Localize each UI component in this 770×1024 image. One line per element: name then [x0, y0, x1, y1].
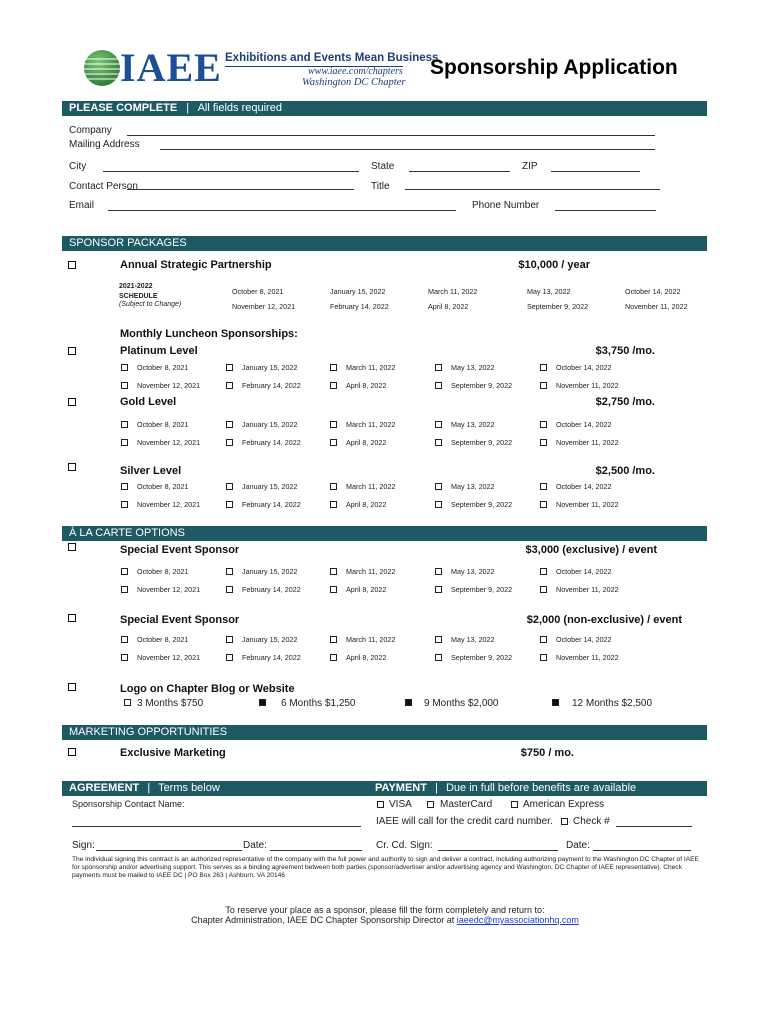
silver-date-label: November 11, 2022	[556, 500, 619, 509]
platinum-date-checkbox[interactable]	[226, 382, 233, 389]
logo-3mo-checkbox[interactable]	[124, 699, 131, 706]
silver-date-label: April 8, 2022	[346, 500, 387, 509]
silver-date-checkbox[interactable]	[540, 483, 547, 490]
gold-checkbox[interactable]	[68, 398, 76, 406]
platinum-date-checkbox[interactable]	[540, 382, 547, 389]
sign-field[interactable]	[96, 850, 242, 851]
agreement-bar-sep: |	[147, 782, 151, 794]
alacarte-bar: À LA CARTE OPTIONS	[62, 526, 707, 541]
platinum-date-label: October 8, 2021	[137, 363, 189, 372]
state-label: State	[371, 161, 395, 172]
cc-date-field[interactable]	[593, 850, 691, 851]
special2-date-label: January 15, 2022	[242, 635, 298, 644]
platinum-date-checkbox[interactable]	[226, 364, 233, 371]
payment-bar-note: Due in full before benefits are available	[445, 782, 637, 794]
annual-date: October 8, 2021	[232, 287, 284, 296]
cc-sign-label: Cr. Cd. Sign:	[376, 840, 433, 851]
annual-date: April 8, 2022	[428, 302, 469, 311]
logo-9mo-checkbox[interactable]	[405, 699, 412, 706]
silver-date-label: November 12, 2021	[137, 500, 201, 509]
silver-date-label: May 13, 2022	[451, 482, 495, 491]
special1-price: $3,000 (exclusive) / event	[525, 544, 657, 556]
contact-person-field[interactable]	[127, 189, 354, 190]
special1-date-checkbox[interactable]	[121, 568, 128, 575]
logo-3mo-label: 3 Months $750	[137, 698, 204, 709]
platinum-date-label: November 12, 2021	[137, 381, 201, 390]
silver-date-checkbox[interactable]	[226, 483, 233, 490]
platinum-date-label: January 15, 2022	[242, 363, 298, 372]
silver-date-checkbox[interactable]	[330, 483, 337, 490]
payment-bar	[375, 781, 636, 796]
special1-date-checkbox[interactable]	[330, 568, 337, 575]
special1-date-label: March 11, 2022	[346, 567, 396, 576]
platinum-date-checkbox[interactable]	[435, 364, 442, 371]
city-label: City	[69, 161, 87, 172]
sign-date-label: Date:	[243, 840, 267, 851]
visa-label: VISA	[389, 799, 412, 810]
gold-date-checkbox[interactable]	[226, 421, 233, 428]
annual-date: September 9, 2022	[527, 302, 589, 311]
mastercard-checkbox[interactable]	[427, 801, 434, 808]
gold-date-label: January 15, 2022	[242, 420, 298, 429]
email-field[interactable]	[108, 210, 456, 211]
special1-date-label: May 13, 2022	[451, 567, 495, 576]
schedule-year: 2021-2022	[119, 283, 153, 290]
platinum-date-checkbox[interactable]	[330, 364, 337, 371]
exclusive-checkbox[interactable]	[68, 748, 76, 756]
contact-name-field[interactable]	[72, 826, 361, 827]
special1-date-checkbox[interactable]	[226, 568, 233, 575]
logo-tagline: Exhibitions and Events Mean Business	[225, 52, 439, 64]
gold-date-checkbox[interactable]	[226, 439, 233, 446]
check-field[interactable]	[616, 826, 692, 827]
schedule-word: SCHEDULE	[119, 293, 158, 300]
contact-person-label: Contact Person	[69, 181, 138, 192]
special2-date-checkbox[interactable]	[121, 654, 128, 661]
silver-date-checkbox[interactable]	[121, 501, 128, 508]
logo-9mo-label: 9 Months $2,000	[424, 698, 499, 709]
logo-6mo-checkbox[interactable]	[259, 699, 266, 706]
globe-icon	[80, 48, 124, 88]
platinum-date-checkbox[interactable]	[121, 364, 128, 371]
annual-date: March 11, 2022	[428, 287, 478, 296]
sign-label: Sign:	[72, 840, 95, 851]
special1-date-label: November 11, 2022	[556, 585, 619, 594]
logo-6mo-label: 6 Months $1,250	[281, 698, 356, 709]
exclusive-label: Exclusive Marketing	[120, 747, 226, 759]
special1-date-label: February 14, 2022	[242, 585, 301, 594]
special1-date-label: October 8, 2021	[137, 567, 189, 576]
gold-date-label: October 8, 2021	[137, 420, 189, 429]
footer-line2-text: Chapter Administration, IAEE DC Chapter Sponsorship Director at	[191, 915, 455, 925]
gold-label: Gold Level	[120, 396, 177, 408]
special1-date-checkbox[interactable]	[435, 586, 442, 593]
platinum-date-label: April 8, 2022	[346, 381, 387, 390]
footer-line2	[0, 915, 770, 925]
special2-date-label: February 14, 2022	[242, 653, 301, 662]
gold-date-label: March 11, 2022	[346, 420, 396, 429]
logo-12mo-label: 12 Months $2,500	[572, 698, 653, 709]
annual-date: November 12, 2021	[232, 302, 296, 311]
platinum-checkbox[interactable]	[68, 347, 76, 355]
platinum-date-checkbox[interactable]	[330, 382, 337, 389]
special2-date-label: November 12, 2021	[137, 653, 201, 662]
complete-bar-title: PLEASE COMPLETE	[69, 102, 178, 114]
special2-date-checkbox[interactable]	[226, 654, 233, 661]
gold-date-checkbox[interactable]	[435, 421, 442, 428]
amex-checkbox[interactable]	[511, 801, 518, 808]
special1-date-checkbox[interactable]	[540, 586, 547, 593]
complete-bar-note: All fields required	[197, 102, 282, 114]
gold-date-checkbox[interactable]	[121, 439, 128, 446]
special1-date-label: January 15, 2022	[242, 567, 298, 576]
annual-checkbox[interactable]	[68, 261, 76, 269]
platinum-label: Platinum Level	[120, 345, 198, 357]
special2-date-checkbox[interactable]	[435, 636, 442, 643]
gold-date-checkbox[interactable]	[330, 439, 337, 446]
special2-date-checkbox[interactable]	[540, 654, 547, 661]
silver-date-label: February 14, 2022	[242, 500, 301, 509]
special2-date-label: April 8, 2022	[346, 653, 387, 662]
logo-url: www.iaee.com/chapters	[308, 66, 403, 77]
special1-date-checkbox[interactable]	[330, 586, 337, 593]
page-title: Sponsorship Application	[430, 56, 678, 79]
silver-date-checkbox[interactable]	[435, 483, 442, 490]
special1-date-label: April 8, 2022	[346, 585, 387, 594]
complete-bar-sep: |	[186, 102, 190, 114]
special1-date-label: September 9, 2022	[451, 585, 513, 594]
exclusive-price: $750 / mo.	[520, 747, 574, 759]
special2-date-label: September 9, 2022	[451, 653, 513, 662]
cc-sign-field[interactable]	[438, 850, 558, 851]
check-checkbox[interactable]	[561, 818, 568, 825]
special2-date-checkbox[interactable]	[540, 636, 547, 643]
special2-price: $2,000 (non-exclusive) / event	[526, 614, 682, 626]
visa-checkbox[interactable]	[377, 801, 384, 808]
schedule-note: (Subject to Change)	[119, 301, 182, 308]
special2-date-checkbox[interactable]	[226, 636, 233, 643]
gold-date-checkbox[interactable]	[121, 421, 128, 428]
state-field[interactable]	[409, 171, 510, 172]
gold-date-checkbox[interactable]	[435, 439, 442, 446]
special2-label: Special Event Sponsor	[120, 614, 240, 626]
platinum-date-label: November 11, 2022	[556, 381, 619, 390]
footer-line1: To reserve your place as a sponsor, please fill the form completely and return to:	[225, 905, 545, 915]
silver-date-label: September 9, 2022	[451, 500, 513, 509]
logo-blog-checkbox[interactable]	[68, 683, 76, 691]
platinum-date-label: February 14, 2022	[242, 381, 301, 390]
sponsor-packages-bar: SPONSOR PACKAGES	[62, 236, 707, 251]
annual-date: January 15, 2022	[330, 287, 386, 296]
platinum-date-checkbox[interactable]	[435, 382, 442, 389]
iaee-logo	[80, 45, 439, 90]
special1-date-checkbox[interactable]	[435, 568, 442, 575]
agreement-bar	[62, 781, 707, 796]
special2-date-label: October 8, 2021	[137, 635, 189, 644]
special2-date-checkbox[interactable]	[330, 636, 337, 643]
annual-date: November 11, 2022	[625, 302, 688, 311]
special1-date-label: November 12, 2021	[137, 585, 201, 594]
annual-date: May 13, 2022	[527, 287, 571, 296]
special2-date-label: March 11, 2022	[346, 635, 396, 644]
cc-date-label: Date:	[566, 840, 590, 851]
title-label: Title	[371, 181, 390, 192]
special2-checkbox[interactable]	[68, 614, 76, 622]
logo-blog-label: Logo on Chapter Blog or Website	[120, 683, 295, 695]
mastercard-label: MasterCard	[440, 799, 493, 810]
special2-date-label: November 11, 2022	[556, 653, 619, 662]
silver-date-label: October 8, 2021	[137, 482, 189, 491]
silver-date-checkbox[interactable]	[226, 501, 233, 508]
special1-date-checkbox[interactable]	[226, 586, 233, 593]
agreement-bar-note: Terms below	[158, 782, 220, 794]
logo-12mo-checkbox[interactable]	[552, 699, 559, 706]
platinum-date-checkbox[interactable]	[121, 382, 128, 389]
complete-bar	[62, 101, 707, 116]
silver-date-checkbox[interactable]	[540, 501, 547, 508]
annual-date: October 14, 2022	[625, 287, 681, 296]
call-note: IAEE will call for the credit card number.	[376, 816, 553, 827]
silver-price: $2,500 /mo.	[595, 465, 655, 477]
platinum-price: $3,750 /mo.	[595, 345, 655, 357]
marketing-bar: MARKETING OPPORTUNITIES	[62, 725, 707, 740]
platinum-date-label: March 11, 2022	[346, 363, 396, 372]
phone-label: Phone Number	[472, 200, 540, 211]
silver-checkbox[interactable]	[68, 463, 76, 471]
special1-date-checkbox[interactable]	[121, 586, 128, 593]
special1-date-label: October 14, 2022	[556, 567, 612, 576]
annual-price: $10,000 / year	[518, 259, 590, 271]
gold-price: $2,750 /mo.	[595, 396, 655, 408]
payment-bar-sep: |	[435, 782, 438, 794]
zip-field[interactable]	[551, 171, 640, 172]
silver-date-label: January 15, 2022	[242, 482, 298, 491]
agreement-bar-title: AGREEMENT	[69, 782, 140, 794]
footer-email-link[interactable]: iaeedc@myassociationhq.com	[456, 915, 579, 925]
special2-date-checkbox[interactable]	[330, 654, 337, 661]
special2-date-checkbox[interactable]	[435, 654, 442, 661]
city-field[interactable]	[103, 171, 359, 172]
annual-date: February 14, 2022	[330, 302, 389, 311]
special1-label: Special Event Sponsor	[120, 544, 240, 556]
luncheon-heading: Monthly Luncheon Sponsorships:	[120, 328, 298, 340]
mailing-label: Mailing Address	[69, 139, 140, 150]
silver-date-label: October 14, 2022	[556, 482, 612, 491]
company-label: Company	[69, 125, 112, 136]
phone-field[interactable]	[555, 210, 656, 211]
amex-label: American Express	[523, 799, 605, 810]
platinum-date-label: May 13, 2022	[451, 363, 495, 372]
gold-date-label: November 12, 2021	[137, 438, 201, 447]
special2-date-label: October 14, 2022	[556, 635, 612, 644]
sign-date-field[interactable]	[270, 850, 362, 851]
contact-name-label: Sponsorship Contact Name:	[72, 799, 185, 809]
email-label: Email	[69, 200, 95, 211]
silver-date-checkbox[interactable]	[330, 501, 337, 508]
platinum-date-checkbox[interactable]	[540, 364, 547, 371]
payment-bar-title: PAYMENT	[375, 782, 427, 794]
gold-date-label: February 14, 2022	[242, 438, 301, 447]
silver-date-checkbox[interactable]	[121, 483, 128, 490]
platinum-date-label: October 14, 2022	[556, 363, 612, 372]
terms-text: The individual signing this contract is an authorized representative of the company with the full power and authority to sign and deliver a contract, including authorizing payment to the Washington DC Chapter of IAEE for sponsorship and/or advertising support. This serves as a binding agreement between both parties (sponsor/advertiser and/or advertising agency and Washington, DC Chapter of IAEE representative). Check payments must be mailed to IAEE DC | PO Box 263 | Ashburn, VA 20146	[72, 856, 699, 879]
silver-label: Silver Level	[120, 465, 182, 477]
gold-date-checkbox[interactable]	[540, 439, 547, 446]
silver-date-label: March 11, 2022	[346, 482, 396, 491]
logo-chapter: Washington DC Chapter	[302, 77, 406, 88]
gold-date-label: November 11, 2022	[556, 438, 619, 447]
mailing-field[interactable]	[160, 149, 655, 150]
check-label: Check #	[573, 816, 610, 827]
gold-date-label: October 14, 2022	[556, 420, 612, 429]
logo-wordmark: IAEE	[120, 45, 222, 90]
special2-date-label: May 13, 2022	[451, 635, 495, 644]
gold-date-label: September 9, 2022	[451, 438, 513, 447]
gold-date-checkbox[interactable]	[540, 421, 547, 428]
special1-date-checkbox[interactable]	[540, 568, 547, 575]
special1-checkbox[interactable]	[68, 543, 76, 551]
gold-date-label: April 8, 2022	[346, 438, 387, 447]
silver-date-checkbox[interactable]	[435, 501, 442, 508]
company-field[interactable]	[127, 135, 655, 136]
title-field[interactable]	[405, 189, 660, 190]
platinum-date-label: September 9, 2022	[451, 381, 513, 390]
special2-date-checkbox[interactable]	[121, 636, 128, 643]
zip-label: ZIP	[522, 161, 538, 172]
gold-date-label: May 13, 2022	[451, 420, 495, 429]
annual-label: Annual Strategic Partnership	[120, 259, 272, 271]
gold-date-checkbox[interactable]	[330, 421, 337, 428]
